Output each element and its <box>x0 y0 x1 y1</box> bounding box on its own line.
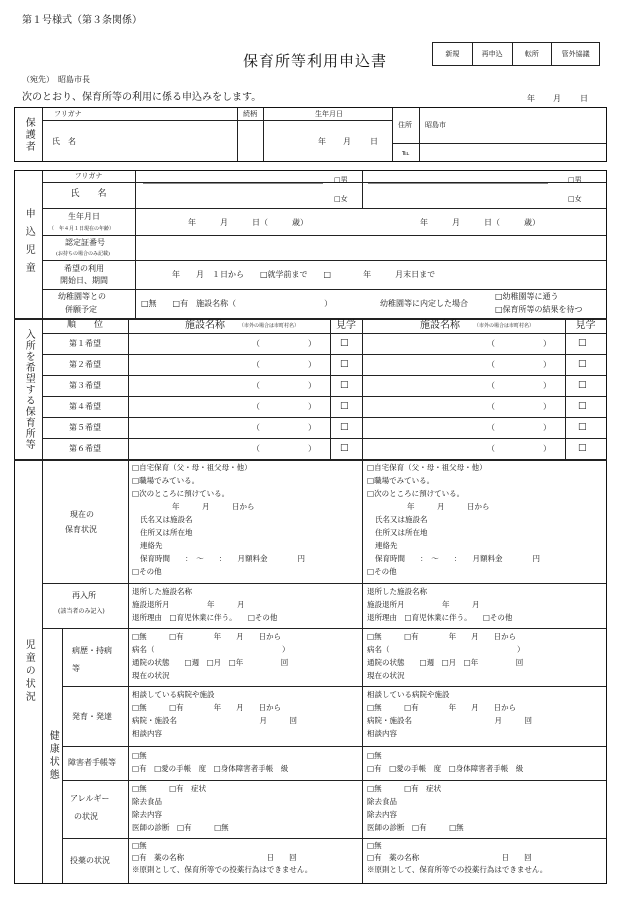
current_lines-line[interactable]: 氏名又は施設名 <box>375 515 428 524</box>
wish-right-paren[interactable]: （ ） <box>487 381 551 390</box>
wish-left-visit-check[interactable]: □ <box>340 422 349 432</box>
wish-right-paren[interactable]: （ ） <box>487 444 551 453</box>
page-title: 保育所等利用申込書 <box>243 52 388 70</box>
guardian-name-label: 氏 名 <box>52 137 76 146</box>
child-kinder-right-label: 幼稚園等に内定した場合 <box>380 299 468 308</box>
disab-right <box>367 751 603 777</box>
allergy_lines-line[interactable]: 除去内容 <box>132 810 162 819</box>
stamp-new: 新規 <box>433 43 473 65</box>
guardian-birth-label: 生年月日 <box>315 110 343 118</box>
current_lines-line[interactable]: 連絡先 <box>140 541 163 550</box>
child2-male-check[interactable]: □男 <box>568 176 582 184</box>
status-section-label: 児童の状況 <box>23 639 35 704</box>
illness_lines-line[interactable]: 通院の状態 □週 □月 □年 回 <box>367 658 524 667</box>
child-cert-note: (お持ちの場合のみ記載) <box>56 251 110 257</box>
illness_lines-line[interactable]: □無 □有 年 月 日から <box>367 632 517 641</box>
wish-right-visit-check[interactable]: □ <box>578 359 587 369</box>
intro-text: 次のとおり、保育所等の利用に係る申込みをします。 <box>22 92 262 103</box>
allergy_lines-line[interactable]: 医師の診断 □有 □無 <box>132 823 229 832</box>
kinder-wait-check[interactable]: □保育所等の結果を待つ <box>495 305 583 314</box>
dev-right <box>367 690 603 742</box>
dev_lines-line[interactable]: 相談している病院や施設 <box>132 690 215 699</box>
child-kinder-option[interactable]: □無 □有 施設名称（ ） <box>141 299 333 308</box>
child1-birth-fill: 年 月 日（ 歳） <box>188 218 308 227</box>
current-status-right <box>367 463 603 580</box>
wish-row-label: 第２希望 <box>69 359 101 369</box>
guardian-section-label: 保護者 <box>23 116 35 153</box>
wish-left-paren[interactable]: （ ） <box>252 444 316 453</box>
current_lines-line[interactable]: □職場でみている。 <box>132 476 200 485</box>
date-year: 年 <box>527 94 535 103</box>
illness_lines-line[interactable]: 病名（ ） <box>132 645 290 654</box>
reentry-left <box>132 587 360 626</box>
wish-order-header: 順 位 <box>66 320 103 331</box>
illness_lines-line[interactable]: □無 □有 年 月 日から <box>132 632 282 641</box>
guardian-relation-label: 続柄 <box>243 110 257 118</box>
disab-label: 障害者手帳等 <box>68 758 116 767</box>
wish-row-label: 第１希望 <box>69 338 101 348</box>
wish-visit-header-right: 見学 <box>575 319 596 331</box>
current_lines-line[interactable]: 住所又は所在地 <box>375 528 428 537</box>
dev_lines-line[interactable]: 病院・施設名 月 回 <box>132 716 297 725</box>
dev_lines-line[interactable]: 相談内容 <box>132 729 162 738</box>
wish-section-label: 入所を希望する保育所等 <box>23 328 35 450</box>
child-kinder-label2: 併願予定 <box>65 305 97 314</box>
med_lines-line[interactable]: □有 薬の名称 日 回 <box>367 853 532 862</box>
current_lines-line[interactable]: □職場でみている。 <box>367 476 435 485</box>
disab-left <box>132 751 360 777</box>
illness_lines-line[interactable]: 通院の状態 □週 □月 □年 回 <box>132 658 289 667</box>
wish-facility-header-right: 施設名称 <box>420 320 460 331</box>
wish-left-paren[interactable]: （ ） <box>252 339 316 348</box>
current_lines-line[interactable]: 連絡先 <box>375 541 398 550</box>
dev_lines-line[interactable]: □無 □有 年 月 日から <box>367 703 517 712</box>
child-kinder-label: 幼稚園等との <box>58 292 106 301</box>
wish-right-visit-check[interactable]: □ <box>578 422 587 432</box>
wish-row-label: 第３希望 <box>69 380 101 390</box>
form-label: 第１号様式（第３条関係） <box>22 15 142 26</box>
reentry_lines-line[interactable]: 退所理由 □育児休業に伴う。 □その他 <box>367 613 513 622</box>
dev_lines-line[interactable]: □無 □有 年 月 日から <box>132 703 282 712</box>
med_lines-line[interactable]: ※原則として、保育所等での投薬行為はできません。 <box>132 865 313 874</box>
wish-row-label: 第４希望 <box>69 401 101 411</box>
guardian-birth-year: 年 <box>318 137 326 146</box>
stamp-reapply: 再申込 <box>473 43 513 65</box>
wish-row-label: 第５希望 <box>69 422 101 432</box>
wish-right-paren[interactable]: （ ） <box>487 402 551 411</box>
status-current-label: 現在の <box>70 510 94 519</box>
stamp-boxes <box>432 42 600 66</box>
child2-female-check[interactable]: □女 <box>568 195 582 203</box>
wish-left-visit-check[interactable]: □ <box>340 380 349 390</box>
wish-left-visit-check[interactable]: □ <box>340 359 349 369</box>
reentry_lines-line[interactable]: 施設退所月 年 月 <box>367 600 480 609</box>
status-reentry-note: (該当者のみ記入) <box>58 608 105 615</box>
med_lines-line[interactable]: □有 薬の名称 日 回 <box>132 853 297 862</box>
status-reentry-label: 再入所 <box>72 591 96 600</box>
stamp-outside: 管外協議 <box>561 49 590 58</box>
wish-left-paren[interactable]: （ ） <box>252 360 316 369</box>
med-right <box>367 841 603 877</box>
current_lines-line[interactable]: □次のところに預けている。 <box>367 489 465 498</box>
reentry_lines-line[interactable]: 退所した施設名称 <box>367 587 427 596</box>
child-birth-note: （ 年４月１日現在の年齢） <box>49 226 115 232</box>
wish-right-visit-check[interactable]: □ <box>578 443 587 453</box>
guardian-tel-label: ℡ <box>402 149 410 157</box>
current_lines-line[interactable]: 年 月 日から <box>407 502 490 511</box>
dev_lines-line[interactable]: 病院・施設名 月 回 <box>367 716 532 725</box>
guardian-table <box>14 107 607 162</box>
child1-male-check[interactable]: □男 <box>334 176 348 184</box>
med_lines-line[interactable]: □無 <box>367 841 382 850</box>
wish-visit-header-left: 見学 <box>336 319 356 331</box>
reentry_lines-line[interactable]: 施設退所月 年 月 <box>132 600 245 609</box>
illness_lines-line[interactable]: 現在の状況 <box>132 671 170 680</box>
current_lines-line[interactable]: 年 月 日から <box>172 502 255 511</box>
child-period-label2: 開始日、期間 <box>60 276 108 285</box>
disab_lines-line[interactable]: □無 <box>132 751 147 760</box>
med-left <box>132 841 360 877</box>
guardian-address-label: 住所 <box>398 121 412 129</box>
wish-left-visit-check[interactable]: □ <box>340 443 349 453</box>
illness_lines-line[interactable]: 現在の状況 <box>367 671 405 680</box>
wish-left-paren[interactable]: （ ） <box>252 402 316 411</box>
status-current-label2: 保育状況 <box>65 525 97 534</box>
illness-label: 病歴・持病 <box>72 646 112 655</box>
disab_lines-line[interactable]: □有 □愛の手帳 度 □身体障害者手帳 級 <box>132 764 289 773</box>
illness-left <box>132 632 360 684</box>
current_lines-line[interactable]: 住所又は所在地 <box>140 528 193 537</box>
guardian-furigana-label: フリガナ <box>54 110 82 118</box>
allergy_lines-line[interactable]: 除去食品 <box>132 797 162 806</box>
wish-left-paren[interactable]: （ ） <box>252 381 316 390</box>
health-label: 健康状態 <box>47 729 59 782</box>
allergy_lines-line[interactable]: 医師の診断 □有 □無 <box>367 823 464 832</box>
wish-right-visit-check[interactable]: □ <box>578 338 587 348</box>
current-status-left <box>132 463 360 580</box>
child1-female-check[interactable]: □女 <box>334 195 348 203</box>
wish-right-paren[interactable]: （ ） <box>487 339 551 348</box>
child-period-label: 希望の利用 <box>64 264 104 273</box>
kinder-attend-check[interactable]: □幼稚園等に通う <box>495 292 559 301</box>
wish-right-paren[interactable]: （ ） <box>487 423 551 432</box>
child2-birth-fill: 年 月 日（ 歳） <box>420 218 540 227</box>
wish-facility-note-right: （市外の場合は市町村名） <box>474 323 535 329</box>
current_lines-line[interactable]: □その他 <box>132 567 162 576</box>
reentry_lines-line[interactable]: 退所した施設名称 <box>132 587 192 596</box>
child-section-label: 申込児童 <box>23 208 35 280</box>
disab_lines-line[interactable]: □無 <box>367 751 382 760</box>
allergy-label2: の状況 <box>74 812 98 821</box>
allergy-left <box>132 784 360 836</box>
child-cert-label: 認定証番号 <box>65 238 105 247</box>
wish-right-paren[interactable]: （ ） <box>487 360 551 369</box>
dev-label: 発育・発達 <box>72 712 112 721</box>
current_lines-line[interactable]: 氏名又は施設名 <box>140 515 193 524</box>
child-furigana-label: フリガナ <box>74 172 103 181</box>
current_lines-line[interactable]: 保育時間 ： 〜 ： 月額料金 円 <box>140 554 305 563</box>
child-name-label: 氏 名 <box>70 189 107 200</box>
wish-left-visit-check[interactable]: □ <box>340 338 349 348</box>
illness_lines-line[interactable]: 病名（ ） <box>367 645 525 654</box>
med-label: 投薬の状況 <box>70 856 110 865</box>
wish-row-label: 第６希望 <box>69 443 101 453</box>
child-birth-label: 生年月日 <box>68 212 100 221</box>
wish-facility-note-left: （市外の場合は市町村名） <box>239 323 300 329</box>
wish-right-visit-check[interactable]: □ <box>578 380 587 390</box>
wish-right-visit-check[interactable]: □ <box>578 401 587 411</box>
wish-left-paren[interactable]: （ ） <box>252 423 316 432</box>
allergy_lines-line[interactable]: □無 □有 症状 <box>367 784 442 793</box>
illness-right <box>367 632 603 684</box>
wish-left-visit-check[interactable]: □ <box>340 401 349 411</box>
allergy_lines-line[interactable]: 除去内容 <box>367 810 397 819</box>
dev_lines-line[interactable]: 相談している病院や施設 <box>367 690 450 699</box>
current_lines-line[interactable]: 保育時間 ： 〜 ： 月額料金 円 <box>375 554 540 563</box>
addressee: （宛先） 昭島市長 <box>22 75 90 84</box>
allergy-right <box>367 784 603 836</box>
med_lines-line[interactable]: ※原則として、保育所等での投薬行為はできません。 <box>367 865 548 874</box>
dev_lines-line[interactable]: 相談内容 <box>367 729 397 738</box>
date-day: 日 <box>580 94 588 103</box>
current_lines-line[interactable]: □自宅保育（父・母・祖父母・他） <box>132 463 252 472</box>
allergy-label: アレルギー <box>70 794 110 803</box>
current_lines-line[interactable]: □自宅保育（父・母・祖父母・他） <box>367 463 487 472</box>
date-month: 月 <box>553 94 561 103</box>
current_lines-line[interactable]: □その他 <box>367 567 397 576</box>
illness-label2: 等 <box>72 664 80 673</box>
disab_lines-line[interactable]: □有 □愛の手帳 度 □身体障害者手帳 級 <box>367 764 524 773</box>
child-period-fill: 年 月 １日から □就学前まで □ 年 月末日まで <box>172 270 436 279</box>
current_lines-line[interactable]: □次のところに預けている。 <box>132 489 230 498</box>
dev-left <box>132 690 360 742</box>
guardian-birth-month: 月 <box>343 137 351 146</box>
guardian-birth-day: 日 <box>370 137 378 146</box>
allergy_lines-line[interactable]: □無 □有 症状 <box>132 784 207 793</box>
stamp-transfer: 転所 <box>513 43 553 65</box>
med_lines-line[interactable]: □無 <box>132 841 147 850</box>
reentry-right <box>367 587 603 626</box>
reentry_lines-line[interactable]: 退所理由 □育児休業に伴う。 □その他 <box>132 613 278 622</box>
wish-facility-header-left: 施設名称 <box>185 320 225 331</box>
guardian-city: 昭島市 <box>425 121 446 129</box>
allergy_lines-line[interactable]: 除去食品 <box>367 797 397 806</box>
